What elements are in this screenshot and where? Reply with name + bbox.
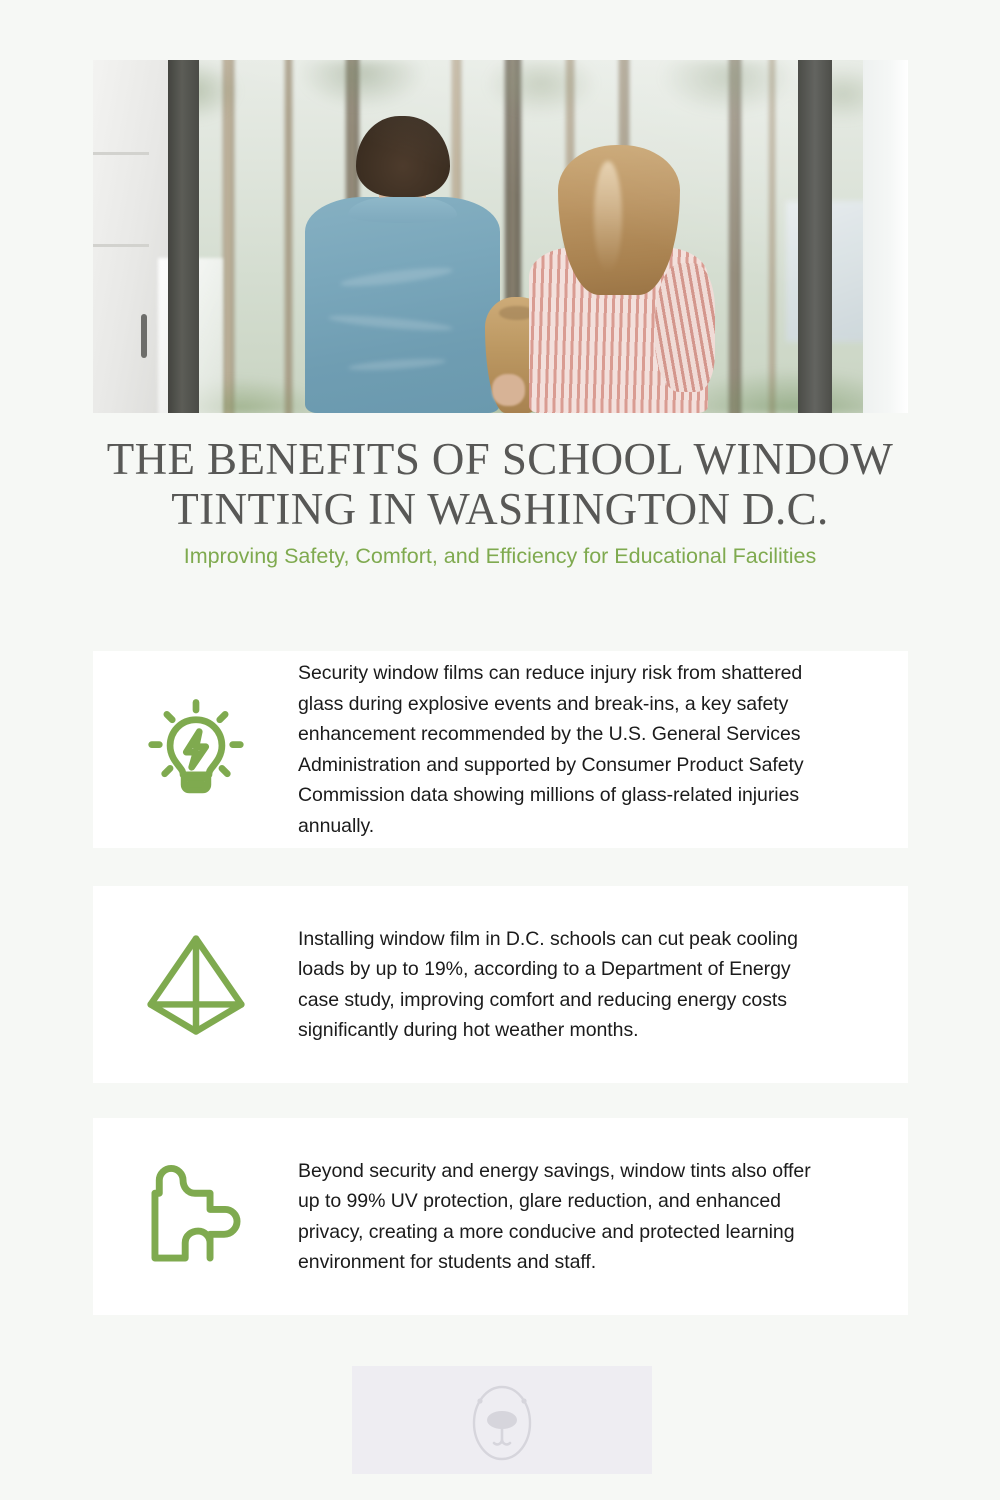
shelf: [93, 244, 149, 247]
page-subtitle: Improving Safety, Comfort, and Efficiency for Educational Facilities: [183, 544, 817, 568]
benefit-card-security: [93, 651, 908, 848]
person-woman: [529, 145, 708, 413]
puzzle-piece-icon: [93, 1163, 298, 1271]
window-frame-left: [168, 60, 199, 413]
benefit-card-text: Beyond security and energy savings, window tints also offer up to 99% UV protection, glare reduction, and enhanced privacy, creating a more conducive and protected learning environment for students and staff.: [298, 1159, 811, 1273]
hero-scene: [93, 60, 908, 413]
benefit-card-text: Installing window film in D.C. schools can cut peak cooling loads by up to 19%, according to a Department of Energy case study, improving comfort and reducing energy costs significantly during hot weather months.: [298, 927, 798, 1041]
window-wall-right: [863, 60, 908, 413]
benefit-card-text: Security window films can reduce injury risk from shattered glass during explosive events and break-ins, a key safety enhancement recommended by the U.S. General Services Administration and supported by Consumer Product Safety Commission data showing millions of glass-related injuries annually.: [298, 662, 804, 837]
shelf: [93, 152, 149, 155]
pyramid-icon: [93, 931, 298, 1039]
door-handle: [141, 314, 147, 358]
lightbulb-icon: [93, 696, 298, 804]
held-hands: [492, 374, 525, 406]
window-frame-right: [798, 60, 832, 413]
benefit-card-uv: [93, 1118, 908, 1315]
benefit-card-energy: [93, 886, 908, 1083]
hero-image: [93, 60, 908, 413]
page-title: THE BENEFITS OF SCHOOL WINDOW TINTING IN WASHINGTON D.C.: [106, 434, 894, 534]
placeholder-logo-icon: [466, 1377, 538, 1463]
footer-logo-placeholder: [352, 1366, 652, 1474]
